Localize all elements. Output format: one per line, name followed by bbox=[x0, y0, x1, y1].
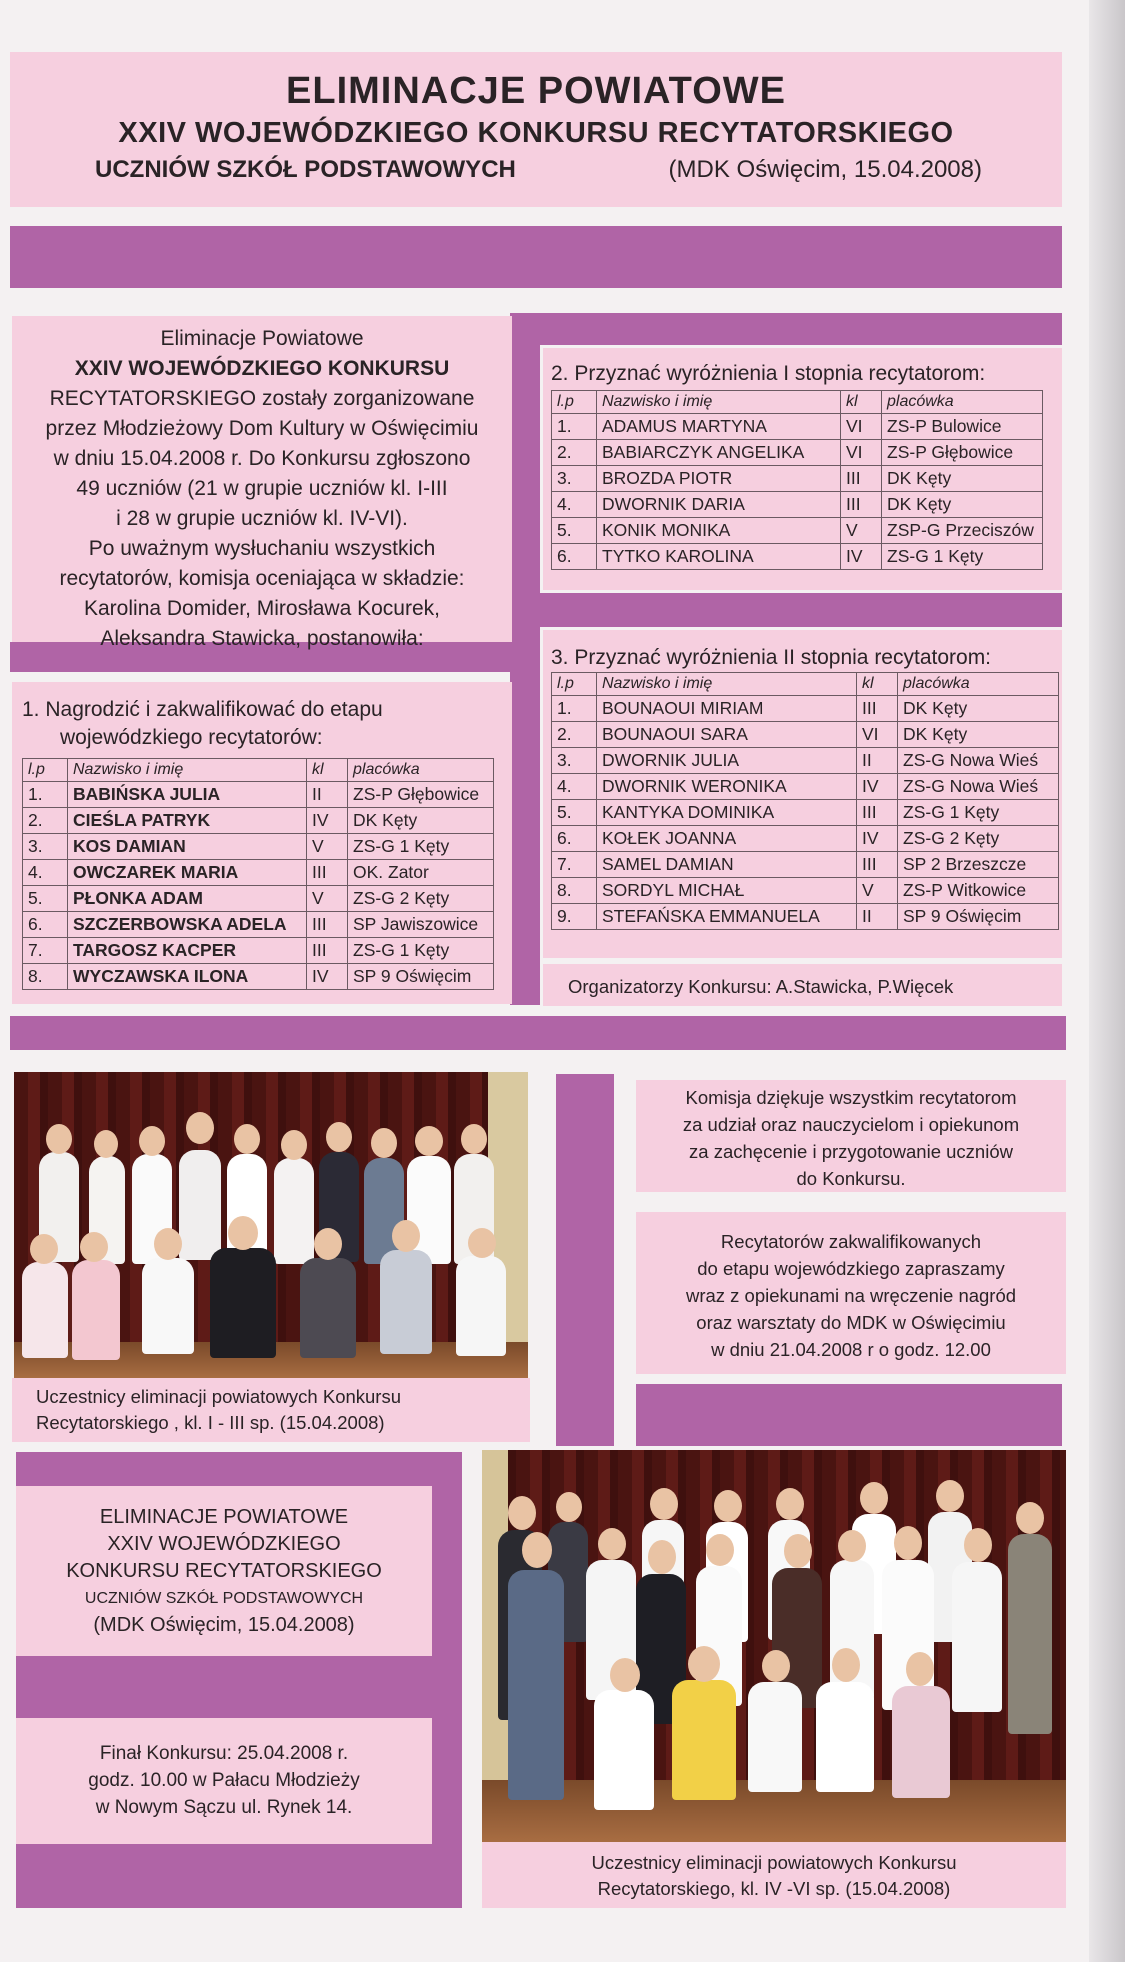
section2-box bbox=[543, 348, 1062, 590]
table-cell: l.p bbox=[552, 673, 597, 696]
table-cell: III bbox=[857, 852, 898, 878]
table-cell: placówka bbox=[882, 391, 1043, 414]
table-cell: II bbox=[857, 748, 898, 774]
table-cell: DK Kęty bbox=[882, 492, 1043, 518]
person-figure bbox=[456, 1256, 506, 1356]
table-cell: BABIARCZYK ANGELIKA bbox=[597, 440, 841, 466]
section3-box bbox=[543, 630, 1062, 958]
table-cell: SP 9 Oświęcim bbox=[898, 904, 1059, 930]
table-cell: ZS-P Głębowice bbox=[882, 440, 1043, 466]
table-row bbox=[23, 964, 494, 990]
person-head bbox=[228, 1216, 258, 1250]
table-cell: ZS-G Nowa Wieś bbox=[898, 774, 1059, 800]
person-figure bbox=[380, 1250, 432, 1354]
thanks-box: Komisja dziękuje wszystkim recytatorom za udział oraz nauczycielom i opiekunom za zachęcenie i przygotowanie uczniów do Konkursu. bbox=[636, 1080, 1066, 1192]
table-cell: TYTKO KAROLINA bbox=[597, 544, 841, 570]
table-cell: ZS-G 2 Kęty bbox=[348, 886, 494, 912]
table-row bbox=[552, 748, 1059, 774]
section1-table bbox=[22, 758, 494, 990]
table-cell: KONIK MONIKA bbox=[597, 518, 841, 544]
person-figure bbox=[952, 1562, 1002, 1712]
table-cell: 3. bbox=[23, 834, 68, 860]
person-head bbox=[139, 1126, 165, 1156]
person-head bbox=[936, 1480, 964, 1512]
intro-line: w dniu 15.04.2008 r. Do Konkursu zgłoszono bbox=[53, 447, 471, 470]
section2-title: 2. Przyznać wyróżnienia I stopnia recytatorom: bbox=[551, 362, 986, 385]
caption-photo-2: Uczestnicy eliminacji powiatowych Konkursu Recytatorskiego, kl. IV -VI sp. (15.04.2008) bbox=[482, 1842, 1066, 1908]
table-cell: 1. bbox=[552, 414, 597, 440]
table-cell: 1. bbox=[23, 782, 68, 808]
table-cell: kl bbox=[307, 759, 348, 782]
table-cell: III bbox=[857, 696, 898, 722]
table-cell: ZS-G 1 Kęty bbox=[898, 800, 1059, 826]
table-cell: DK Kęty bbox=[882, 466, 1043, 492]
person-head bbox=[314, 1228, 342, 1260]
person-head bbox=[392, 1220, 420, 1252]
intro-line: Po uważnym wysłuchaniu wszystkich bbox=[88, 537, 436, 560]
table-cell: 5. bbox=[23, 886, 68, 912]
divider-band bbox=[10, 1016, 1066, 1050]
table-cell: BROZDA PIOTR bbox=[597, 466, 841, 492]
person-head bbox=[598, 1528, 626, 1560]
table-cell: ZS-G 1 Kęty bbox=[348, 938, 494, 964]
table-row bbox=[552, 544, 1043, 570]
table-header-row bbox=[552, 673, 1059, 696]
table-cell: Nazwisko i imię bbox=[597, 673, 857, 696]
table-cell: VI bbox=[841, 440, 882, 466]
person-head bbox=[610, 1658, 640, 1692]
person-head bbox=[30, 1234, 58, 1264]
table-cell: BOUNAOUI MIRIAM bbox=[597, 696, 857, 722]
intro-line: recytatorów, komisja oceniająca w składzie: bbox=[59, 567, 465, 590]
section3-table bbox=[551, 672, 1059, 930]
table-cell: BOUNAOUI SARA bbox=[597, 722, 857, 748]
intro-line: i 28 w grupie uczniów kl. IV-VI). bbox=[116, 507, 408, 530]
table-cell: V bbox=[857, 878, 898, 904]
table-header-row bbox=[552, 391, 1043, 414]
page-edge-shadow bbox=[1089, 0, 1125, 1962]
section2-table bbox=[551, 390, 1043, 570]
person-head bbox=[522, 1532, 552, 1568]
person-head bbox=[154, 1228, 182, 1260]
table-cell: 3. bbox=[552, 466, 597, 492]
person-head bbox=[186, 1112, 214, 1144]
table-cell: KOS DAMIAN bbox=[68, 834, 307, 860]
person-figure bbox=[210, 1248, 276, 1358]
table-cell: 5. bbox=[552, 800, 597, 826]
person-head bbox=[281, 1130, 307, 1160]
person-head bbox=[80, 1232, 108, 1262]
table-cell: placówka bbox=[348, 759, 494, 782]
person-head bbox=[784, 1534, 812, 1568]
table-cell: 6. bbox=[552, 826, 597, 852]
person-head bbox=[1016, 1502, 1044, 1534]
intro-line: XXIV WOJEWÓDZKIEGO KONKURSU bbox=[74, 357, 450, 380]
person-head bbox=[838, 1530, 866, 1562]
organizers-text: Organizatorzy Konkursu: A.Stawicka, P.Więcek bbox=[568, 976, 954, 997]
person-figure bbox=[594, 1690, 654, 1810]
table-cell: KANTYKA DOMINIKA bbox=[597, 800, 857, 826]
table-cell: V bbox=[307, 886, 348, 912]
table-cell: DWORNIK JULIA bbox=[597, 748, 857, 774]
person-figure bbox=[22, 1262, 68, 1358]
person-head bbox=[326, 1122, 352, 1152]
table-cell: 8. bbox=[23, 964, 68, 990]
person-head bbox=[46, 1124, 72, 1154]
person-figure bbox=[274, 1158, 314, 1264]
table-cell: ZS-P Głębowice bbox=[348, 782, 494, 808]
table-row bbox=[552, 696, 1059, 722]
table-cell: 2. bbox=[552, 722, 597, 748]
person-figure bbox=[508, 1570, 564, 1800]
divider-band bbox=[10, 226, 1062, 288]
header-box bbox=[10, 52, 1062, 207]
table-row bbox=[23, 938, 494, 964]
person-figure bbox=[179, 1150, 221, 1260]
person-head bbox=[461, 1124, 487, 1154]
table-cell: TARGOSZ KACPER bbox=[68, 938, 307, 964]
person-head bbox=[648, 1540, 676, 1574]
person-head bbox=[964, 1528, 992, 1562]
table-cell: l.p bbox=[23, 759, 68, 782]
person-head bbox=[415, 1126, 443, 1156]
table-row bbox=[552, 904, 1059, 930]
person-figure bbox=[892, 1686, 950, 1798]
table-cell: 6. bbox=[23, 912, 68, 938]
table-cell: l.p bbox=[552, 391, 597, 414]
table-cell: II bbox=[857, 904, 898, 930]
table-cell: KOŁEK JOANNA bbox=[597, 826, 857, 852]
table-row bbox=[23, 912, 494, 938]
table-cell: 7. bbox=[552, 852, 597, 878]
table-row bbox=[23, 782, 494, 808]
table-cell: II bbox=[307, 782, 348, 808]
table-cell: 7. bbox=[23, 938, 68, 964]
table-cell: IV bbox=[857, 774, 898, 800]
table-cell: ZSP-G Przeciszów bbox=[882, 518, 1043, 544]
invite-box: Recytatorów zakwalifikowanych do etapu wojewódzkiego zapraszamy wraz z opiekunami na wręczenie nagród oraz warsztaty do MDK w Oświęcimiu w dniu 21.04.2008 r o godz. 12.00 bbox=[636, 1212, 1066, 1374]
table-row bbox=[23, 860, 494, 886]
group-photo-grades-1-3 bbox=[14, 1072, 528, 1378]
person-head bbox=[468, 1228, 496, 1258]
intro-box bbox=[12, 316, 512, 650]
person-head bbox=[688, 1646, 720, 1682]
table-cell: SORDYL MICHAŁ bbox=[597, 878, 857, 904]
table-cell: ZS-G Nowa Wieś bbox=[898, 748, 1059, 774]
table-cell: OK. Zator bbox=[348, 860, 494, 886]
person-figure bbox=[1008, 1534, 1052, 1734]
person-head bbox=[508, 1496, 536, 1530]
table-cell: III bbox=[841, 466, 882, 492]
table-row bbox=[552, 492, 1043, 518]
person-head bbox=[894, 1526, 922, 1560]
person-figure bbox=[672, 1680, 736, 1800]
table-row bbox=[552, 518, 1043, 544]
table-cell: III bbox=[307, 912, 348, 938]
table-cell: DK Kęty bbox=[898, 722, 1059, 748]
table-cell: ADAMUS MARTYNA bbox=[597, 414, 841, 440]
table-cell: III bbox=[307, 938, 348, 964]
table-row bbox=[552, 722, 1059, 748]
divider-band bbox=[510, 313, 1062, 345]
table-cell: 4. bbox=[23, 860, 68, 886]
group-photo-grades-4-6 bbox=[482, 1450, 1066, 1842]
table-cell: V bbox=[841, 518, 882, 544]
divider-band bbox=[540, 593, 1062, 627]
table-row bbox=[552, 414, 1043, 440]
person-head bbox=[556, 1492, 582, 1522]
table-cell: ZS-P Witkowice bbox=[898, 878, 1059, 904]
table-cell: ZS-G 1 Kęty bbox=[348, 834, 494, 860]
table-row bbox=[23, 808, 494, 834]
person-figure bbox=[748, 1682, 802, 1792]
table-cell: VI bbox=[841, 414, 882, 440]
person-figure bbox=[300, 1258, 356, 1358]
table-row bbox=[552, 774, 1059, 800]
table-cell: ZS-G 2 Kęty bbox=[898, 826, 1059, 852]
table-cell: III bbox=[857, 800, 898, 826]
table-cell: CIEŚLA PATRYK bbox=[68, 808, 307, 834]
table-cell: OWCZAREK MARIA bbox=[68, 860, 307, 886]
person-head bbox=[650, 1488, 678, 1520]
person-figure bbox=[72, 1260, 120, 1360]
person-head bbox=[94, 1130, 118, 1158]
table-cell: 5. bbox=[552, 518, 597, 544]
table-cell: 1. bbox=[552, 696, 597, 722]
person-head bbox=[371, 1128, 397, 1158]
table-cell: PŁONKA ADAM bbox=[68, 886, 307, 912]
intro-line: Aleksandra Stawicka, postanowiła: bbox=[100, 627, 424, 650]
header-line bbox=[10, 156, 1062, 184]
intro-line: Eliminacje Powiatowe bbox=[160, 327, 364, 350]
intro-line: przez Młodzieżowy Dom Kultury w Oświęcimiu bbox=[45, 417, 479, 440]
table-cell: STEFAŃSKA EMMANUELA bbox=[597, 904, 857, 930]
table-cell: DK Kęty bbox=[348, 808, 494, 834]
table-cell: DK Kęty bbox=[898, 696, 1059, 722]
header-line-right: (MDK Oświęcim, 15.04.2008) bbox=[668, 156, 982, 183]
person-head bbox=[906, 1652, 934, 1686]
table-row bbox=[23, 834, 494, 860]
table-cell: Nazwisko i imię bbox=[68, 759, 307, 782]
page-title: ELIMINACJE POWIATOWE bbox=[286, 70, 786, 112]
table-header-row bbox=[23, 759, 494, 782]
intro-line: Karolina Domider, Mirosława Kocurek, bbox=[84, 597, 440, 620]
person-head bbox=[860, 1482, 888, 1514]
divider-band bbox=[636, 1384, 1062, 1446]
person-head bbox=[762, 1650, 790, 1682]
section3-title: 3. Przyznać wyróżnienia II stopnia recytatorom: bbox=[551, 646, 992, 669]
table-cell: V bbox=[307, 834, 348, 860]
table-cell: 2. bbox=[552, 440, 597, 466]
table-cell: ZS-G 1 Kęty bbox=[882, 544, 1043, 570]
table-cell: 8. bbox=[552, 878, 597, 904]
intro-line: 49 uczniów (21 w grupie uczniów kl. I-III bbox=[76, 477, 448, 500]
table-cell: SP 2 Brzeszcze bbox=[898, 852, 1059, 878]
table-cell: DWORNIK WERONIKA bbox=[597, 774, 857, 800]
table-cell: 4. bbox=[552, 774, 597, 800]
table-cell: 9. bbox=[552, 904, 597, 930]
table-row bbox=[552, 878, 1059, 904]
table-row bbox=[552, 852, 1059, 878]
table-cell: kl bbox=[857, 673, 898, 696]
table-cell: 3. bbox=[552, 748, 597, 774]
table-row bbox=[23, 886, 494, 912]
person-figure bbox=[142, 1258, 194, 1354]
table-cell: SAMEL DAMIAN bbox=[597, 852, 857, 878]
person-head bbox=[234, 1124, 260, 1154]
person-head bbox=[714, 1490, 742, 1522]
person-head bbox=[832, 1648, 860, 1682]
table-cell: IV bbox=[841, 544, 882, 570]
final-box: Finał Konkursu: 25.04.2008 r. godz. 10.00 w Pałacu Młodzieży w Nowym Sączu ul. Rynek 14. bbox=[16, 1718, 432, 1844]
table-cell: IV bbox=[307, 964, 348, 990]
table-cell: ZS-P Bulowice bbox=[882, 414, 1043, 440]
table-row bbox=[552, 440, 1043, 466]
table-cell: Nazwisko i imię bbox=[597, 391, 841, 414]
intro-line: RECYTATORSKIEGO zostały zorganizowane bbox=[49, 387, 475, 410]
table-cell: WYCZAWSKA ILONA bbox=[68, 964, 307, 990]
table-cell: SP Jawiszowice bbox=[348, 912, 494, 938]
section1-box bbox=[12, 682, 512, 1004]
header-line-left: UCZNIÓW SZKÓŁ PODSTAWOWYCH bbox=[95, 156, 516, 183]
table-cell: kl bbox=[841, 391, 882, 414]
table-row bbox=[552, 826, 1059, 852]
page-subtitle: XXIV WOJEWÓDZKIEGO KONKURSU RECYTATORSKIEGO bbox=[118, 117, 954, 149]
table-cell: III bbox=[841, 492, 882, 518]
table-cell: IV bbox=[307, 808, 348, 834]
person-head bbox=[776, 1488, 804, 1520]
table-cell: BABIŃSKA JULIA bbox=[68, 782, 307, 808]
table-cell: IV bbox=[857, 826, 898, 852]
table-row bbox=[552, 466, 1043, 492]
bottom-title-box: ELIMINACJE POWIATOWE XXIV WOJEWÓDZKIEGO KONKURSU RECYTATORSKIEGO UCZNIÓW SZKÓŁ PODSTAWOWYCH (MDK Oświęcim, 15.04.2008) bbox=[16, 1486, 432, 1656]
table-cell: 2. bbox=[23, 808, 68, 834]
table-row bbox=[552, 800, 1059, 826]
person-head bbox=[706, 1534, 734, 1566]
table-cell: placówka bbox=[898, 673, 1059, 696]
table-cell: 4. bbox=[552, 492, 597, 518]
table-cell: 6. bbox=[552, 544, 597, 570]
organizers-box bbox=[543, 964, 1062, 1006]
caption-photo-1: Uczestnicy eliminacji powiatowych Konkursu Recytatorskiego , kl. I - III sp. (15.04.2008) bbox=[12, 1378, 530, 1442]
person-figure bbox=[816, 1682, 874, 1792]
divider-band bbox=[556, 1074, 614, 1446]
section1-title: 1. Nagrodzić i zakwalifikować do etapu wojewódzkiego recytatorów: bbox=[22, 698, 383, 749]
table-cell: VI bbox=[857, 722, 898, 748]
table-cell: DWORNIK DARIA bbox=[597, 492, 841, 518]
table-cell: SZCZERBOWSKA ADELA bbox=[68, 912, 307, 938]
divider-band bbox=[510, 313, 540, 1005]
table-cell: SP 9 Oświęcim bbox=[348, 964, 494, 990]
table-cell: III bbox=[307, 860, 348, 886]
